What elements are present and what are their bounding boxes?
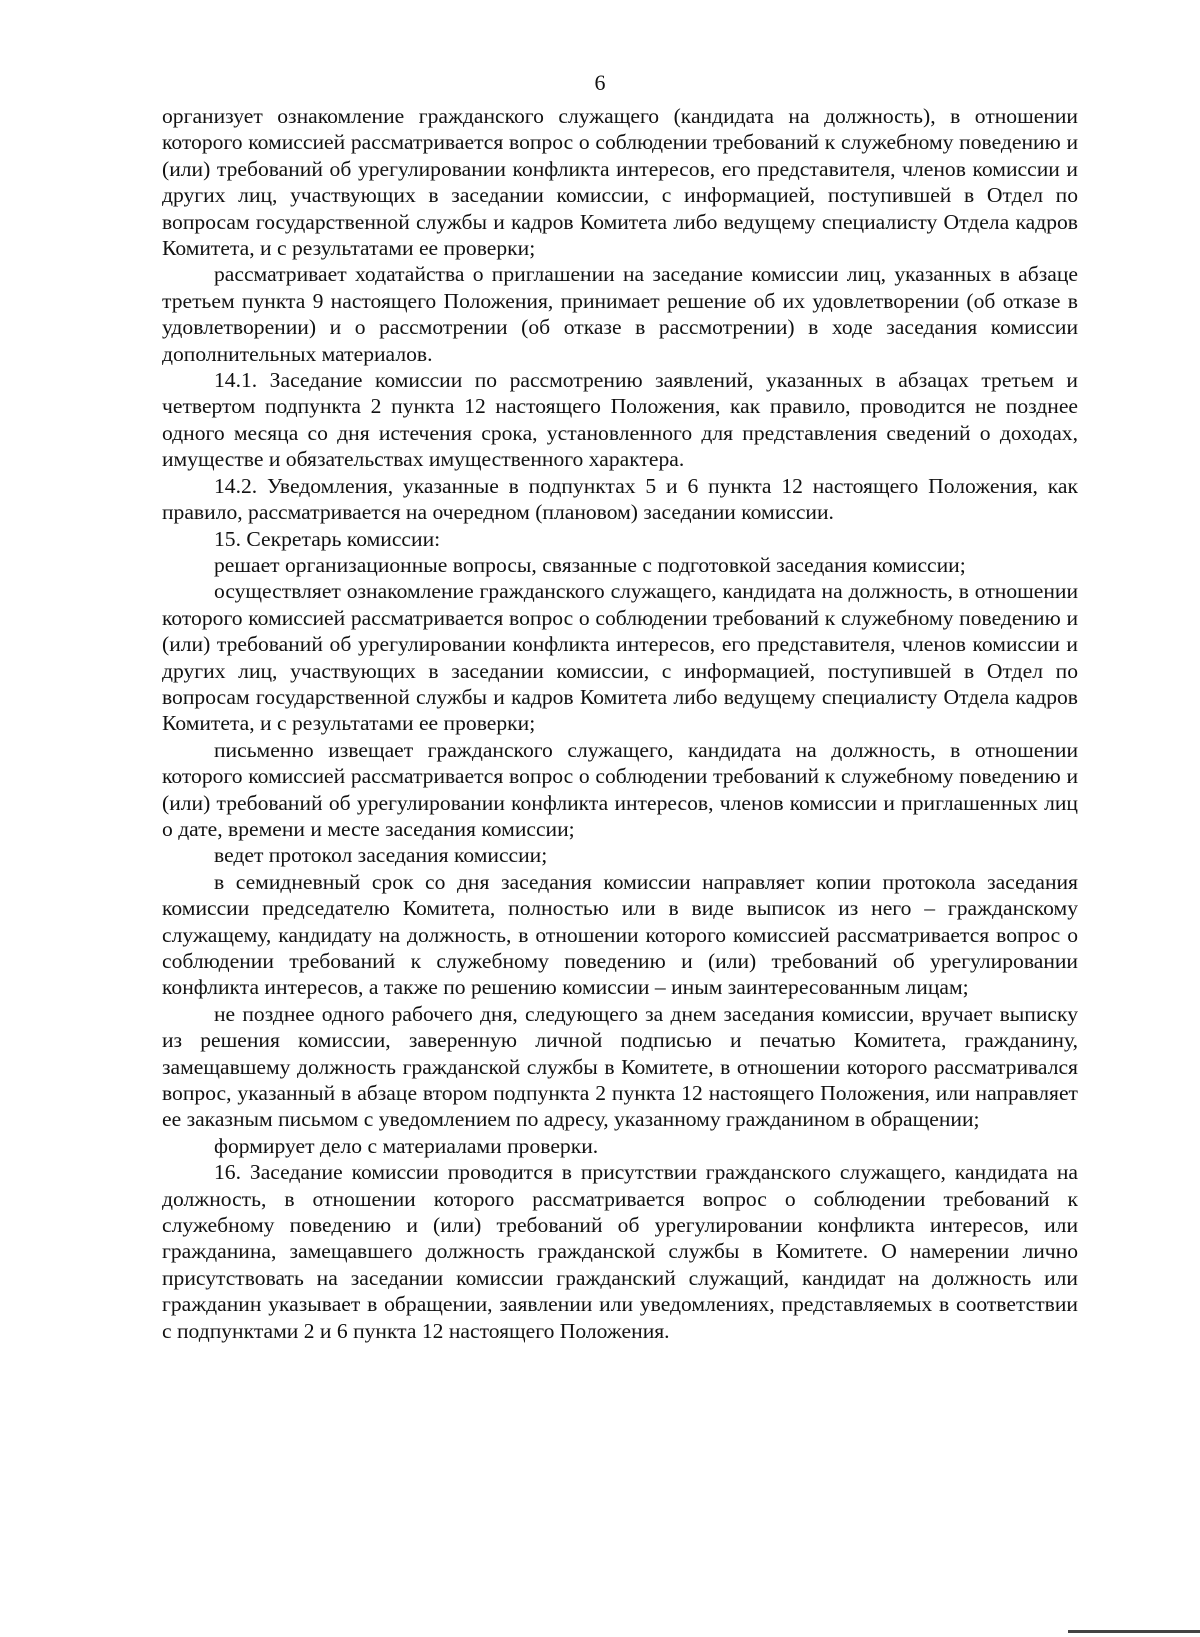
paragraph: 14.1. Заседание комиссии по рассмотрению заявлений, указанных в абзацах третьем и четвертом подпункта 2 пункта 12 настоящего Положения, как правило, проводится не позднее одного месяца со дня истечения срока, установленного для представления сведений о доходах, имуществе и обязательствах имущественного характера. xyxy=(162,368,1078,472)
paragraph: формирует дело с материалами проверки. xyxy=(214,1133,599,1158)
paragraph: 16. Заседание комиссии проводится в присутствии гражданского служащего, кандидата на должность, в отношении которого рассматривается вопрос о соблюдении требований к служебному поведению и (или) требований об урегулировании конфликта интересов, или гражданина, замещавшего должность гражданской службы в Комитете. О намерении лично присутствовать на заседании комиссии гражданский служащий, кандидат на должность или гражданин указывает в обращении, заявлении или уведомлениях, представляемых в соответствии с подпунктами 2 и 6 пункта 12 настоящего Положения. xyxy=(162,1160,1078,1343)
scan-edge-mark xyxy=(1068,1630,1200,1633)
paragraph: не позднее одного рабочего дня, следующего за днем заседания комиссии, вручает выписку из решения комиссии, заверенную личной подписью и печатью Комитета, гражданину, замещавшему должность гражданской службы в Комитете, в отношении которого рассматривался вопрос, указанный в абзаце втором подпункта 2 пункта 12 настоящего Положения, или направляет ее заказным письмом с уведомлением по адресу, указанному гражданином в обращении; xyxy=(162,1001,1078,1132)
document-body xyxy=(162,103,1078,1344)
paragraph: организует ознакомление гражданского служащего (кандидата на должность), в отношении которого комиссией рассматривается вопрос о соблюдении требований к служебному поведению и (или) требований об урегулировании конфликта интересов, его представителя, членов комиссии и других лиц, участвующих в заседании комиссии, с информацией, поступившей в Отдел по вопросам государственной службы и кадров Комитета либо ведущему специалисту Отдела кадров Комитета, и с результатами ее проверки; xyxy=(162,104,1078,261)
paragraph: письменно извещает гражданского служащего, кандидата на должность, в отношении которого комиссией рассматривается вопрос о соблюдении требований к служебному поведению и (или) требований об урегулировании конфликта интересов, членов комиссии и приглашенных лиц о дате, времени и месте заседания комиссии; xyxy=(162,737,1078,841)
paragraph: осуществляет ознакомление гражданского служащего, кандидата на должность, в отношении которого комиссией рассматривается вопрос о соблюдении требований к служебному поведению и (или) требований об урегулировании конфликта интересов, его представителя, членов комиссии и других лиц, участвующих в заседании комиссии, с информацией, поступившей в Отдел по вопросам государственной службы и кадров Комитета либо ведущему специалисту Отдела кадров Комитета, и с результатами ее проверки; xyxy=(162,579,1078,736)
paragraph: рассматривает ходатайства о приглашении на заседание комиссии лиц, указанных в абзаце третьем пункта 9 настоящего Положения, принимает решение об их удовлетворении (об отказе в удовлетворении) и о рассмотрении (об отказе в рассмотрении) в ходе заседания комиссии дополнительных материалов. xyxy=(162,262,1078,366)
paragraph: ведет протокол заседания комиссии; xyxy=(214,843,548,868)
page-number: 6 xyxy=(594,70,606,95)
paragraph: решает организационные вопросы, связанные с подготовкой заседания комиссии; xyxy=(214,552,966,577)
paragraph: в семидневный срок со дня заседания комиссии направляет копии протокола заседания комиссии председателю Комитета, полностью или в виде выписок из него – гражданскому служащему, кандидату на должность, в отношении которого комиссией рассматривается вопрос о соблюдении требований к служебному поведению и (или) требований об урегулировании конфликта интересов, а также по решению комиссии – иным заинтересованным лицам; xyxy=(162,869,1078,1000)
paragraph: 14.2. Уведомления, указанные в подпунктах 5 и 6 пункта 12 настоящего Положения, как правило, рассматривается на очередном (плановом) заседании комиссии. xyxy=(162,473,1078,525)
paragraph: 15. Секретарь комиссии: xyxy=(214,526,441,551)
